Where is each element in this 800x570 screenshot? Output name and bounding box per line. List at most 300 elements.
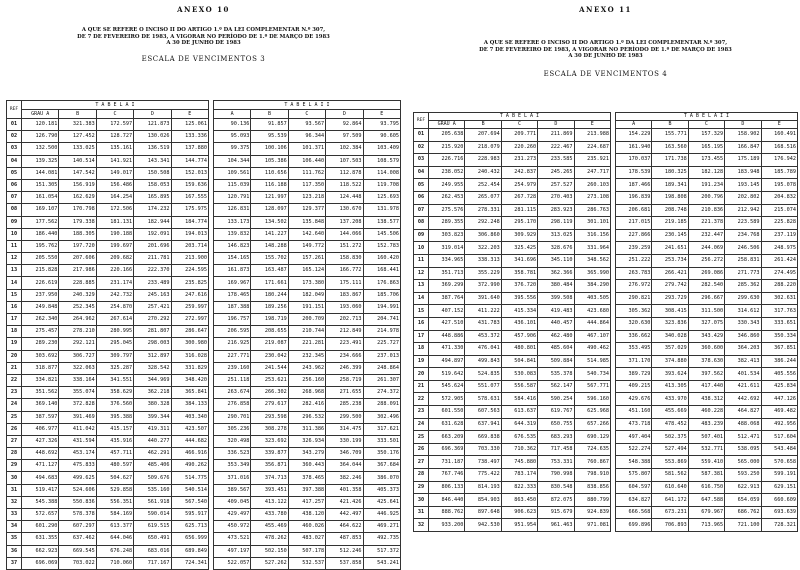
salary-cell: 466.916 xyxy=(171,448,208,460)
salary-cell: 448.886 xyxy=(429,330,465,343)
salary-cell: 290.701 xyxy=(213,411,250,423)
salary-cell: 230.145 xyxy=(652,229,688,242)
salary-cell: 507.178 xyxy=(288,545,325,557)
salary-cell: 656.999 xyxy=(171,533,208,545)
salary-cell: 298.119 xyxy=(538,217,574,230)
salary-cell: 570.658 xyxy=(761,456,797,469)
salary-cell: 323.836 xyxy=(652,317,688,330)
salary-cell: 266.302 xyxy=(251,387,288,399)
salary-cell: 161.873 xyxy=(213,265,250,277)
salary-cell: 147.542 xyxy=(59,167,96,179)
salary-cell: 273.108 xyxy=(574,191,610,204)
table-row xyxy=(414,506,798,519)
salary-cell: 444.682 xyxy=(171,435,208,447)
salary-cell: 507.401 xyxy=(688,431,724,444)
salary-cell: 220.260 xyxy=(501,141,537,154)
salary-cell: 387.597 xyxy=(22,411,59,423)
salary-cell: 448.692 xyxy=(22,448,59,460)
salary-cell: 401.534 xyxy=(725,368,761,381)
salary-cell: 328.542 xyxy=(134,362,171,374)
salary-cell: 237.119 xyxy=(761,229,797,242)
grade-e-header: E xyxy=(363,110,400,119)
ref-cell: 15 xyxy=(414,305,429,318)
ref-cell: 11 xyxy=(414,254,429,267)
salary-cell: 504.841 xyxy=(501,355,537,368)
salary-cell: 444.864 xyxy=(574,317,610,330)
salary-cell: 393.624 xyxy=(652,368,688,381)
salary-cell: 152.783 xyxy=(363,240,400,252)
salary-cell: 906.623 xyxy=(501,506,537,519)
ref-cell: 34 xyxy=(7,521,22,533)
ref-cell: 25 xyxy=(414,431,429,444)
reference-line: A QUE SE REFERE O INCISO II DO ARTIGO 1.º DA LEI COMPLEMENTAR N.º 307, xyxy=(483,40,728,46)
salary-cell: 350.334 xyxy=(761,330,797,343)
salary-cell: 263.783 xyxy=(615,267,651,280)
salary-cell: 308.415 xyxy=(652,305,688,318)
salary-cell: 240.432 xyxy=(465,166,501,179)
salary-cell: 137.208 xyxy=(326,216,363,228)
salary-cell: 327.075 xyxy=(688,317,724,330)
salary-cell: 415.334 xyxy=(501,305,537,318)
salary-cell: 282.540 xyxy=(688,280,724,293)
salary-cell: 631.628 xyxy=(429,418,465,431)
salary-cell: 121.873 xyxy=(134,119,171,131)
salary-cell: 226.716 xyxy=(429,154,465,167)
salary-cell: 406.977 xyxy=(22,423,59,435)
grade-d-header: D xyxy=(134,110,171,119)
salary-cell: 540.514 xyxy=(171,484,208,496)
salary-cell: 240.329 xyxy=(59,289,96,301)
salary-cell: 336.523 xyxy=(213,448,250,460)
salary-cell: 601.550 xyxy=(429,406,465,419)
salary-cell: 421.611 xyxy=(725,380,761,393)
salary-cell: 139.832 xyxy=(213,228,250,240)
salary-cell: 710.060 xyxy=(96,557,133,569)
salary-cell: 863.450 xyxy=(501,494,537,507)
salary-cell: 235.921 xyxy=(574,154,610,167)
salary-cell: 485.406 xyxy=(134,460,171,472)
salary-cell: 121.997 xyxy=(251,192,288,204)
salary-cell: 644.319 xyxy=(501,418,537,431)
salary-cell: 263.674 xyxy=(213,387,250,399)
salary-cell: 247.616 xyxy=(171,289,208,301)
salary-cell: 305.362 xyxy=(615,305,651,318)
ref-cell: 32 xyxy=(7,496,22,508)
salary-cell: 453.372 xyxy=(465,330,501,343)
table-row xyxy=(7,155,401,167)
salary-cell: 374.713 xyxy=(251,472,288,484)
salary-cell: 202.713 xyxy=(326,314,363,326)
salary-cell: 599.191 xyxy=(761,469,797,482)
salary-cell: 423.680 xyxy=(574,305,610,318)
salary-cell: 436.101 xyxy=(501,317,537,330)
salary-cell: 175.975 xyxy=(171,204,208,216)
salary-cell: 357.029 xyxy=(652,343,688,356)
salary-cell: 637.941 xyxy=(465,418,501,431)
salary-cell: 213.900 xyxy=(171,253,208,265)
reference-line: A 30 DE JUNHO DE 1983 xyxy=(568,53,643,60)
grade-a-header: GRAU A xyxy=(429,121,465,129)
salary-cell: 393.451 xyxy=(251,484,288,496)
salary-cell: 350.176 xyxy=(363,448,400,460)
salary-cell: 248.975 xyxy=(761,242,797,255)
table-row xyxy=(414,494,798,507)
salary-cell: 301.101 xyxy=(574,217,610,230)
reference-text xyxy=(6,27,401,47)
salary-cell: 181.131 xyxy=(96,216,133,228)
salary-cell: 168.441 xyxy=(363,265,400,277)
salary-cell: 483.027 xyxy=(288,533,325,545)
salary-cell: 163.560 xyxy=(652,141,688,154)
salary-cell: 293.598 xyxy=(251,411,288,423)
salary-cell: 261.424 xyxy=(761,254,797,267)
ref-cell: 28 xyxy=(414,469,429,482)
salary-cell: 351.562 xyxy=(22,387,59,399)
salary-cell: 314.475 xyxy=(326,423,363,435)
salary-cell: 438.312 xyxy=(688,393,724,406)
table-row xyxy=(7,338,401,350)
salary-cell: 187.466 xyxy=(615,179,651,192)
salary-cell: 453.174 xyxy=(59,448,96,460)
salary-cell: 331.964 xyxy=(574,242,610,255)
salary-cell: 173.380 xyxy=(288,277,325,289)
table-row xyxy=(7,192,401,204)
table-row xyxy=(7,362,401,374)
salary-cell: 378.465 xyxy=(288,472,325,484)
table-row xyxy=(414,179,798,192)
salary-cell: 419.311 xyxy=(134,423,171,435)
salary-cell: 197.720 xyxy=(59,240,96,252)
ref-cell: 03 xyxy=(7,143,22,155)
salary-cell: 191.234 xyxy=(688,179,724,192)
salary-cell: 164.254 xyxy=(96,192,133,204)
salary-cell: 225.727 xyxy=(363,338,400,350)
salary-cell: 634.827 xyxy=(615,494,651,507)
salary-cell: 690.129 xyxy=(574,431,610,444)
grade-b-header: B xyxy=(59,110,96,119)
table-row xyxy=(414,343,798,356)
salary-cell: 346.860 xyxy=(725,330,761,343)
salary-cell: 270.403 xyxy=(538,191,574,204)
salary-cell: 519.642 xyxy=(429,368,465,381)
salary-cell: 271.773 xyxy=(725,267,761,280)
salary-cell: 224.687 xyxy=(574,141,610,154)
salary-cell: 524.606 xyxy=(59,484,96,496)
salary-cell: 155.702 xyxy=(251,253,288,265)
salary-cell: 252.454 xyxy=(465,179,501,192)
salary-cell: 249.955 xyxy=(429,179,465,192)
salary-cell: 679.967 xyxy=(688,506,724,519)
grade-b-header: B xyxy=(465,121,501,129)
salary-cell: 590.014 xyxy=(134,509,171,521)
salary-cell: 683.016 xyxy=(134,545,171,557)
salary-cell: 138.577 xyxy=(363,216,400,228)
ref-cell: 16 xyxy=(414,317,429,330)
table-row xyxy=(7,167,401,179)
salary-cell: 112.878 xyxy=(326,167,363,179)
salary-cell: 165.195 xyxy=(688,141,724,154)
salary-cell: 125.061 xyxy=(171,119,208,131)
salary-cell: 660.609 xyxy=(761,494,797,507)
salary-cell: 578.378 xyxy=(59,509,96,521)
ref-cell: 08 xyxy=(7,204,22,216)
table-row xyxy=(7,131,401,143)
salary-cell: 174.232 xyxy=(134,204,171,216)
salary-cell: 170.037 xyxy=(615,154,651,167)
salary-cell: 696.069 xyxy=(22,557,59,569)
salary-cell: 260.103 xyxy=(574,179,610,192)
salary-cell: 139.325 xyxy=(22,155,59,167)
salary-cell: 245.163 xyxy=(134,289,171,301)
salary-cell: 545.388 xyxy=(22,496,59,508)
salary-cell: 207.606 xyxy=(59,253,96,265)
salary-cell: 246.399 xyxy=(326,362,363,374)
salary-cell: 303.823 xyxy=(429,229,465,242)
ref-cell: 07 xyxy=(7,192,22,204)
salary-cell: 311.500 xyxy=(688,305,724,318)
salary-cell: 132.500 xyxy=(22,143,59,155)
salary-cell: 276.858 xyxy=(213,399,250,411)
salary-cell: 378.630 xyxy=(688,355,724,368)
grade-e-header: E xyxy=(574,121,610,129)
table-row xyxy=(7,301,401,313)
table-row xyxy=(7,350,401,362)
salary-cell: 130.670 xyxy=(326,204,363,216)
salary-cell: 99.375 xyxy=(213,143,250,155)
salary-cell: 269.086 xyxy=(688,267,724,280)
ref-cell: 24 xyxy=(414,418,429,431)
salary-cell: 619.515 xyxy=(134,521,171,533)
salary-cell: 382.246 xyxy=(326,472,363,484)
salary-cell: 562.147 xyxy=(538,380,574,393)
salary-cell: 480.597 xyxy=(96,460,133,472)
table-row xyxy=(414,443,798,456)
salary-cell: 320.498 xyxy=(213,435,250,447)
table-row xyxy=(7,484,401,496)
salary-cell: 176.863 xyxy=(363,277,400,289)
salary-cell: 295.170 xyxy=(501,217,537,230)
salary-cell: 220.166 xyxy=(96,265,133,277)
salary-cell: 232.447 xyxy=(688,229,724,242)
salary-cell: 172.597 xyxy=(96,119,133,131)
ref-cell: 30 xyxy=(414,494,429,507)
salary-cell: 299.500 xyxy=(326,411,363,423)
salary-cell: 584.169 xyxy=(96,509,133,521)
salary-cell: 502.375 xyxy=(652,431,688,444)
reference-line: A QUE SE REFERE O INCISO II DO ARTIGO 1.º DA LEI COMPLEMENTAR N.º 307, xyxy=(81,27,326,33)
salary-cell: 246.506 xyxy=(725,242,761,255)
salary-cell: 348.562 xyxy=(574,254,610,267)
ref-cell: 33 xyxy=(7,509,22,521)
table-row xyxy=(414,380,798,393)
salary-cell: 348.420 xyxy=(171,374,208,386)
salary-cell: 254.870 xyxy=(96,301,133,313)
ref-cell: 17 xyxy=(7,314,22,326)
salary-cell: 296.532 xyxy=(288,411,325,423)
table-row xyxy=(7,496,401,508)
salary-cell: 200.796 xyxy=(688,191,724,204)
salary-cell: 490.262 xyxy=(171,460,208,472)
salary-cell: 365.841 xyxy=(171,387,208,399)
salary-cell: 157.329 xyxy=(688,129,724,142)
ref-label: REF xyxy=(416,118,426,123)
salary-cell: 538.095 xyxy=(725,443,761,456)
salary-cell: 421.426 xyxy=(326,496,363,508)
salary-cell: 469.271 xyxy=(363,521,400,533)
salary-cell: 553.869 xyxy=(652,456,688,469)
table-row xyxy=(7,521,401,533)
salary-cell: 212.942 xyxy=(725,204,761,217)
salary-cell: 272.997 xyxy=(171,314,208,326)
salary-cell: 806.133 xyxy=(429,481,465,494)
salary-cell: 596.160 xyxy=(574,393,610,406)
salary-cell: 185.789 xyxy=(761,166,797,179)
table-row xyxy=(414,204,798,217)
ref-cell: 31 xyxy=(7,484,22,496)
salary-cell: 186.440 xyxy=(22,228,59,240)
salary-cell: 239.259 xyxy=(615,242,651,255)
salary-cell: 223.589 xyxy=(725,217,761,230)
table-row xyxy=(7,533,401,545)
salary-cell: 205.550 xyxy=(22,253,59,265)
salary-cell: 369.140 xyxy=(22,399,59,411)
salary-cell: 228.983 xyxy=(465,154,501,167)
salary-cell: 223.491 xyxy=(326,338,363,350)
salary-cell: 243.962 xyxy=(288,362,325,374)
salary-cell: 341.551 xyxy=(96,374,133,386)
salary-cell: 391.640 xyxy=(465,292,501,305)
ref-cell: 26 xyxy=(7,423,22,435)
table-row xyxy=(7,228,401,240)
table-row xyxy=(414,317,798,330)
salary-cell: 261.307 xyxy=(363,374,400,386)
salary-cell: 389.567 xyxy=(213,484,250,496)
salary-cell: 107.503 xyxy=(326,155,363,167)
salary-cell: 344.969 xyxy=(134,374,171,386)
salary-cell: 157.261 xyxy=(288,253,325,265)
salary-cell: 185.706 xyxy=(363,289,400,301)
ref-cell: 06 xyxy=(7,179,22,191)
ref-cell: 17 xyxy=(414,330,429,343)
annex-11-panel xyxy=(413,0,798,528)
salary-cell: 446.925 xyxy=(363,509,400,521)
salary-cell: 96.344 xyxy=(288,131,325,143)
salary-cell: 364.044 xyxy=(326,460,363,472)
salary-cell: 369.299 xyxy=(429,280,465,293)
ref-cell: 15 xyxy=(7,289,22,301)
salary-cell: 193.145 xyxy=(725,179,761,192)
table-row xyxy=(414,418,798,431)
salary-cell: 123.218 xyxy=(288,192,325,204)
salary-cell: 283.923 xyxy=(538,204,574,217)
salary-cell: 218.079 xyxy=(465,141,501,154)
salary-cell: 154.165 xyxy=(213,253,250,265)
salary-cell: 306.727 xyxy=(59,350,96,362)
salary-cell: 222.467 xyxy=(538,141,574,154)
salary-cell: 183.867 xyxy=(326,289,363,301)
salary-cell: 613.637 xyxy=(501,406,537,419)
salary-cell: 575.807 xyxy=(615,469,651,482)
salary-cell: 631.355 xyxy=(22,533,59,545)
table-row xyxy=(7,460,401,472)
salary-cell: 198.808 xyxy=(652,191,688,204)
salary-cell: 117.350 xyxy=(288,179,325,191)
salary-cell: 141.921 xyxy=(96,155,133,167)
salary-cell: 846.440 xyxy=(429,494,465,507)
salary-cell: 915.679 xyxy=(538,506,574,519)
salary-cell: 346.709 xyxy=(326,448,363,460)
salary-cell: 145.506 xyxy=(363,228,400,240)
salary-cell: 724.341 xyxy=(171,557,208,569)
salary-cell: 572.905 xyxy=(429,393,465,406)
salary-cell: 281.807 xyxy=(134,326,171,338)
salary-cell: 317.621 xyxy=(363,423,400,435)
salary-cell: 167.555 xyxy=(171,192,208,204)
grade-b-header: B xyxy=(251,110,288,119)
salary-cell: 189.341 xyxy=(652,179,688,192)
salary-cell: 543.484 xyxy=(761,443,797,456)
salary-cell: 217.015 xyxy=(615,217,651,230)
salary-cell: 175.111 xyxy=(326,277,363,289)
salary-cell: 207.694 xyxy=(465,129,501,142)
salary-cell: 271.655 xyxy=(326,387,363,399)
salary-cell: 105.386 xyxy=(251,155,288,167)
ref-cell: 08 xyxy=(414,217,429,230)
salary-cell: 356.871 xyxy=(251,460,288,472)
salary-cell: 399.508 xyxy=(538,292,574,305)
salary-cell: 535.378 xyxy=(538,368,574,381)
salary-cell: 343.429 xyxy=(688,330,724,343)
table-row xyxy=(414,166,798,179)
salary-cell: 435.916 xyxy=(96,435,133,447)
salary-cell: 362.366 xyxy=(538,267,574,280)
ref-cell: 31 xyxy=(414,506,429,519)
ref-cell: 10 xyxy=(414,242,429,255)
table-row xyxy=(414,242,798,255)
salary-cell: 703.330 xyxy=(465,443,501,456)
salary-cell: 253.621 xyxy=(251,374,288,386)
salary-cell: 305.236 xyxy=(213,423,250,435)
ref-cell: 06 xyxy=(414,191,429,204)
salary-cell: 171.661 xyxy=(251,277,288,289)
salary-cell: 407.152 xyxy=(429,305,465,318)
salary-cell: 650.755 xyxy=(538,418,574,431)
salary-cell: 519.417 xyxy=(22,484,59,496)
ref-cell: 09 xyxy=(7,216,22,228)
salary-cell: 497.197 xyxy=(213,545,250,557)
salary-cell: 601.290 xyxy=(22,521,59,533)
salary-cell: 247.717 xyxy=(574,166,610,179)
salary-cell: 693.639 xyxy=(761,506,797,519)
salary-cell: 118.522 xyxy=(326,179,363,191)
salary-cell: 360.600 xyxy=(688,343,724,356)
salary-cell: 314.612 xyxy=(725,305,761,318)
ref-cell: 21 xyxy=(7,362,22,374)
salary-cell: 241.544 xyxy=(251,362,288,374)
salary-cell: 625.968 xyxy=(574,406,610,419)
salary-cell: 184.774 xyxy=(171,216,208,228)
salary-cell: 403.505 xyxy=(574,292,610,305)
grade-c-header: C xyxy=(501,121,537,129)
salary-cell: 302.631 xyxy=(761,292,797,305)
table-row xyxy=(7,253,401,265)
ref-cell: 26 xyxy=(414,443,429,456)
grade-c-header: C xyxy=(288,110,325,119)
salary-cell: 933.200 xyxy=(429,519,465,532)
ref-cell: 28 xyxy=(7,448,22,460)
salary-cell: 316.028 xyxy=(171,350,208,362)
salary-cell: 135.161 xyxy=(96,143,133,155)
